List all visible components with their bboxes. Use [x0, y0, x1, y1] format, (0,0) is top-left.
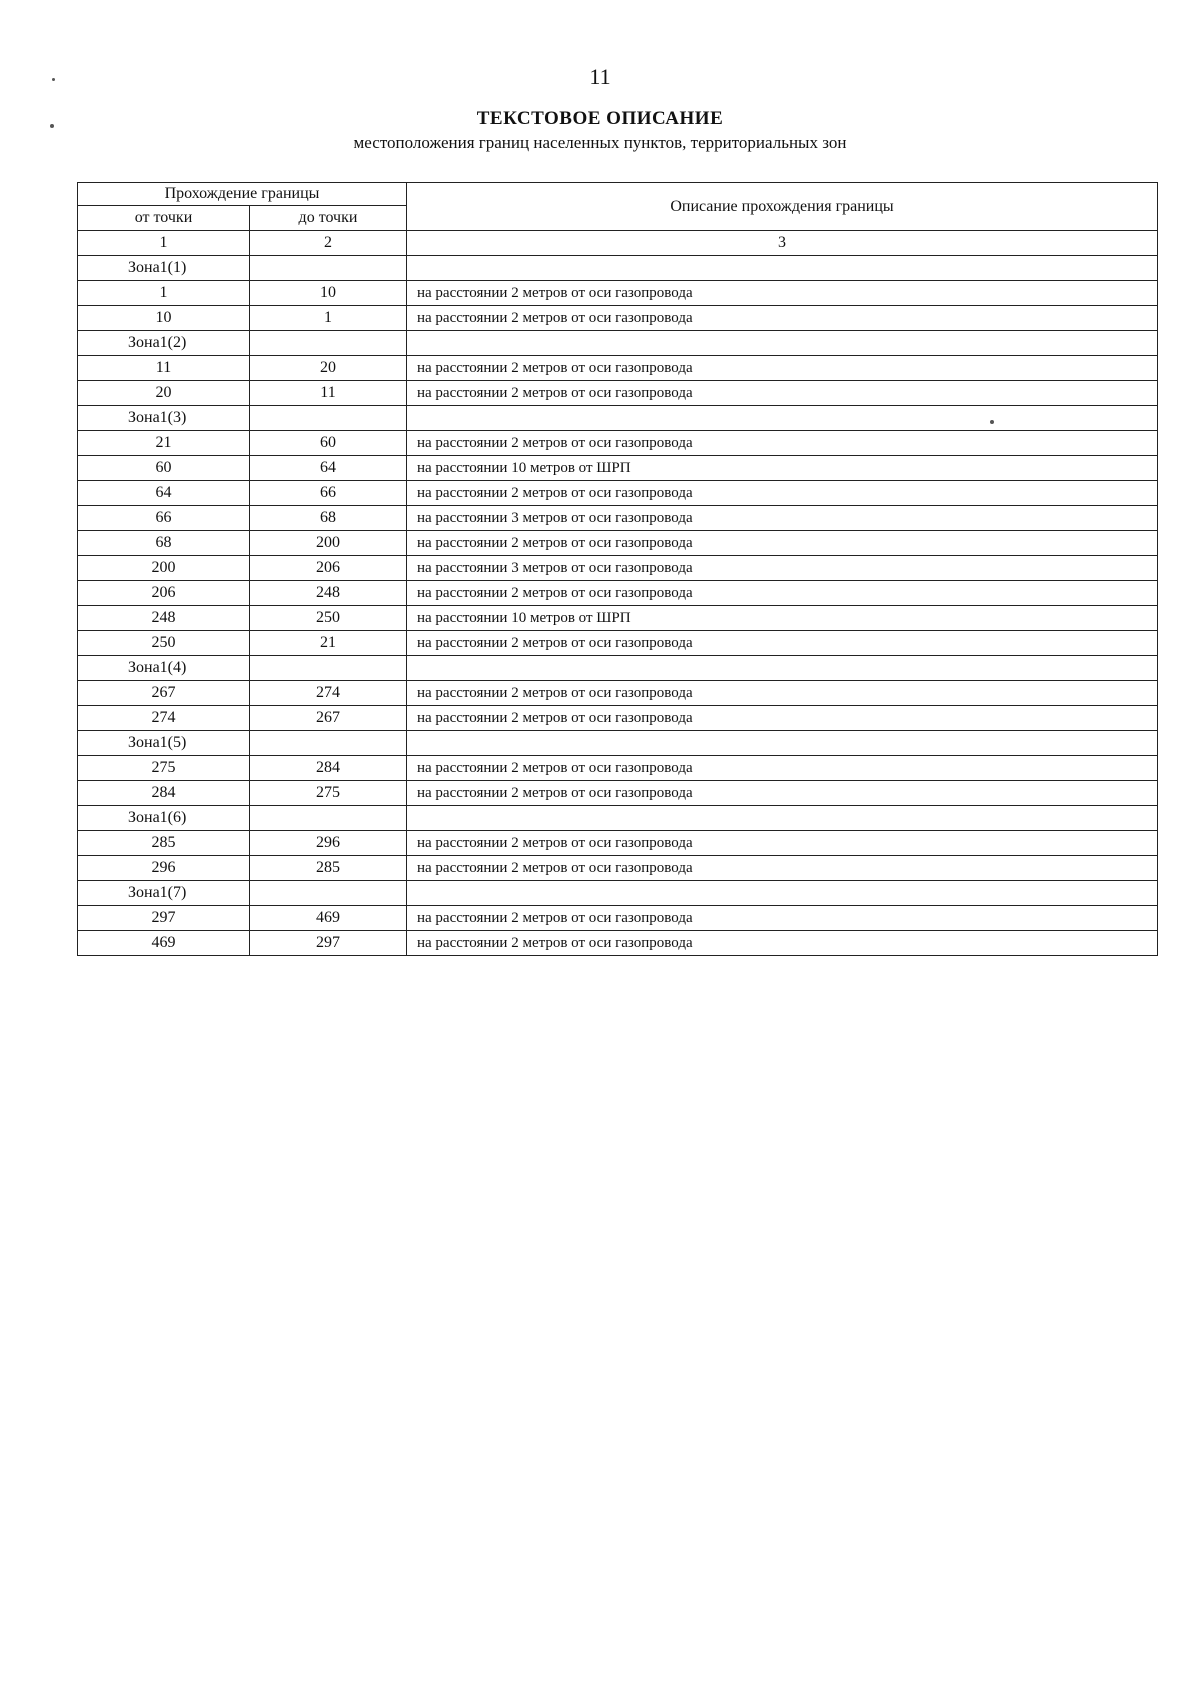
- header-boundary-passage: Прохождение границы: [78, 183, 407, 206]
- table-row: [78, 831, 1158, 856]
- description-cell: на расстоянии 2 метров от оси газопровода: [407, 531, 1158, 556]
- scan-speck: [50, 124, 54, 128]
- description-cell: на расстоянии 3 метров от оси газопровода: [407, 556, 1158, 581]
- empty-cell: [407, 731, 1158, 756]
- description-cell: на расстоянии 2 метров от оси газопровода: [407, 931, 1158, 956]
- table-row: [78, 931, 1158, 956]
- from-point-cell: 296: [78, 856, 250, 881]
- header-from-point: от точки: [78, 206, 250, 231]
- description-cell: на расстоянии 3 метров от оси газопровода: [407, 506, 1158, 531]
- table-row: [78, 556, 1158, 581]
- table-row: [78, 581, 1158, 606]
- zone-row: [78, 731, 1158, 756]
- to-point-cell: 285: [250, 856, 407, 881]
- description-cell: на расстоянии 2 метров от оси газопровода: [407, 856, 1158, 881]
- description-cell: на расстоянии 2 метров от оси газопровода: [407, 906, 1158, 931]
- empty-cell: [250, 731, 407, 756]
- from-point-cell: 66: [78, 506, 250, 531]
- document-title: ТЕКСТОВОЕ ОПИСАНИЕ: [476, 108, 724, 129]
- from-point-cell: 1: [78, 281, 250, 306]
- to-point-cell: 66: [250, 481, 407, 506]
- empty-cell: [250, 331, 407, 356]
- table-row: [78, 431, 1158, 456]
- to-point-cell: 469: [250, 906, 407, 931]
- description-cell: на расстоянии 2 метров от оси газопровода: [407, 481, 1158, 506]
- document-subtitle: местоположения границ населенных пунктов, территориальных зон: [353, 133, 847, 152]
- zone-row: [78, 806, 1158, 831]
- from-point-cell: 275: [78, 756, 250, 781]
- to-point-cell: 21: [250, 631, 407, 656]
- description-cell: на расстоянии 10 метров от ШРП: [407, 456, 1158, 481]
- zone-row: [78, 256, 1158, 281]
- to-point-cell: 275: [250, 781, 407, 806]
- table-row: [78, 781, 1158, 806]
- empty-cell: [407, 881, 1158, 906]
- description-cell: на расстоянии 2 метров от оси газопровода: [407, 756, 1158, 781]
- column-number-1: 1: [78, 231, 250, 256]
- empty-cell: [250, 256, 407, 281]
- from-point-cell: 267: [78, 681, 250, 706]
- zone-row: [78, 331, 1158, 356]
- from-point-cell: 11: [78, 356, 250, 381]
- from-point-cell: 297: [78, 906, 250, 931]
- to-point-cell: 60: [250, 431, 407, 456]
- to-point-cell: 10: [250, 281, 407, 306]
- description-cell: на расстоянии 2 метров от оси газопровода: [407, 381, 1158, 406]
- empty-cell: [407, 806, 1158, 831]
- from-point-cell: 200: [78, 556, 250, 581]
- from-point-cell: 469: [78, 931, 250, 956]
- zone-row: [78, 656, 1158, 681]
- table-row: [78, 506, 1158, 531]
- empty-cell: [407, 331, 1158, 356]
- empty-cell: [250, 806, 407, 831]
- to-point-cell: 200: [250, 531, 407, 556]
- header-row-1: [78, 183, 1158, 206]
- from-point-cell: 20: [78, 381, 250, 406]
- to-point-cell: 297: [250, 931, 407, 956]
- to-point-cell: 296: [250, 831, 407, 856]
- to-point-cell: 68: [250, 506, 407, 531]
- description-cell: на расстоянии 2 метров от оси газопровода: [407, 356, 1158, 381]
- description-cell: на расстоянии 2 метров от оси газопровода: [407, 281, 1158, 306]
- zone-label: Зона1(4): [78, 656, 250, 681]
- empty-cell: [407, 656, 1158, 681]
- zone-label: Зона1(6): [78, 806, 250, 831]
- page-number: 11: [589, 64, 611, 89]
- column-number-row: [78, 231, 1158, 256]
- table-row: [78, 281, 1158, 306]
- from-point-cell: 206: [78, 581, 250, 606]
- header-description: Описание прохождения границы: [407, 183, 1158, 231]
- description-cell: на расстоянии 2 метров от оси газопровода: [407, 431, 1158, 456]
- description-cell: на расстоянии 2 метров от оси газопровода: [407, 581, 1158, 606]
- zone-row: [78, 881, 1158, 906]
- zone-label: Зона1(2): [78, 331, 250, 356]
- to-point-cell: 248: [250, 581, 407, 606]
- table-row: [78, 606, 1158, 631]
- from-point-cell: 10: [78, 306, 250, 331]
- description-cell: на расстоянии 2 метров от оси газопровода: [407, 681, 1158, 706]
- to-point-cell: 267: [250, 706, 407, 731]
- description-cell: на расстоянии 10 метров от ШРП: [407, 606, 1158, 631]
- zone-label: Зона1(1): [78, 256, 250, 281]
- table-row: [78, 906, 1158, 931]
- to-point-cell: 11: [250, 381, 407, 406]
- from-point-cell: 285: [78, 831, 250, 856]
- empty-cell: [407, 406, 1158, 431]
- scan-speck: [52, 78, 55, 81]
- table-row: [78, 481, 1158, 506]
- from-point-cell: 250: [78, 631, 250, 656]
- from-point-cell: 274: [78, 706, 250, 731]
- to-point-cell: 284: [250, 756, 407, 781]
- to-point-cell: 274: [250, 681, 407, 706]
- boundary-table-body: [78, 183, 1158, 956]
- to-point-cell: 1: [250, 306, 407, 331]
- from-point-cell: 248: [78, 606, 250, 631]
- from-point-cell: 60: [78, 456, 250, 481]
- description-cell: на расстоянии 2 метров от оси газопровода: [407, 631, 1158, 656]
- zone-label: Зона1(3): [78, 406, 250, 431]
- column-number-2: 2: [250, 231, 407, 256]
- table-row: [78, 706, 1158, 731]
- zone-label: Зона1(5): [78, 731, 250, 756]
- empty-cell: [407, 256, 1158, 281]
- table-row: [78, 456, 1158, 481]
- column-number-3: 3: [407, 231, 1158, 256]
- description-cell: на расстоянии 2 метров от оси газопровода: [407, 706, 1158, 731]
- description-cell: на расстоянии 2 метров от оси газопровода: [407, 781, 1158, 806]
- zone-label: Зона1(7): [78, 881, 250, 906]
- from-point-cell: 68: [78, 531, 250, 556]
- table-row: [78, 356, 1158, 381]
- empty-cell: [250, 656, 407, 681]
- description-cell: на расстоянии 2 метров от оси газопровода: [407, 306, 1158, 331]
- table-row: [78, 856, 1158, 881]
- empty-cell: [250, 881, 407, 906]
- from-point-cell: 21: [78, 431, 250, 456]
- table-row: [78, 631, 1158, 656]
- boundary-table: [77, 182, 1158, 956]
- table-row: [78, 306, 1158, 331]
- from-point-cell: 64: [78, 481, 250, 506]
- table-row: [78, 531, 1158, 556]
- from-point-cell: 284: [78, 781, 250, 806]
- zone-row: [78, 406, 1158, 431]
- table-row: [78, 681, 1158, 706]
- empty-cell: [250, 406, 407, 431]
- table-row: [78, 756, 1158, 781]
- table-row: [78, 381, 1158, 406]
- header-to-point: до точки: [250, 206, 407, 231]
- to-point-cell: 20: [250, 356, 407, 381]
- to-point-cell: 206: [250, 556, 407, 581]
- to-point-cell: 64: [250, 456, 407, 481]
- to-point-cell: 250: [250, 606, 407, 631]
- description-cell: на расстоянии 2 метров от оси газопровода: [407, 831, 1158, 856]
